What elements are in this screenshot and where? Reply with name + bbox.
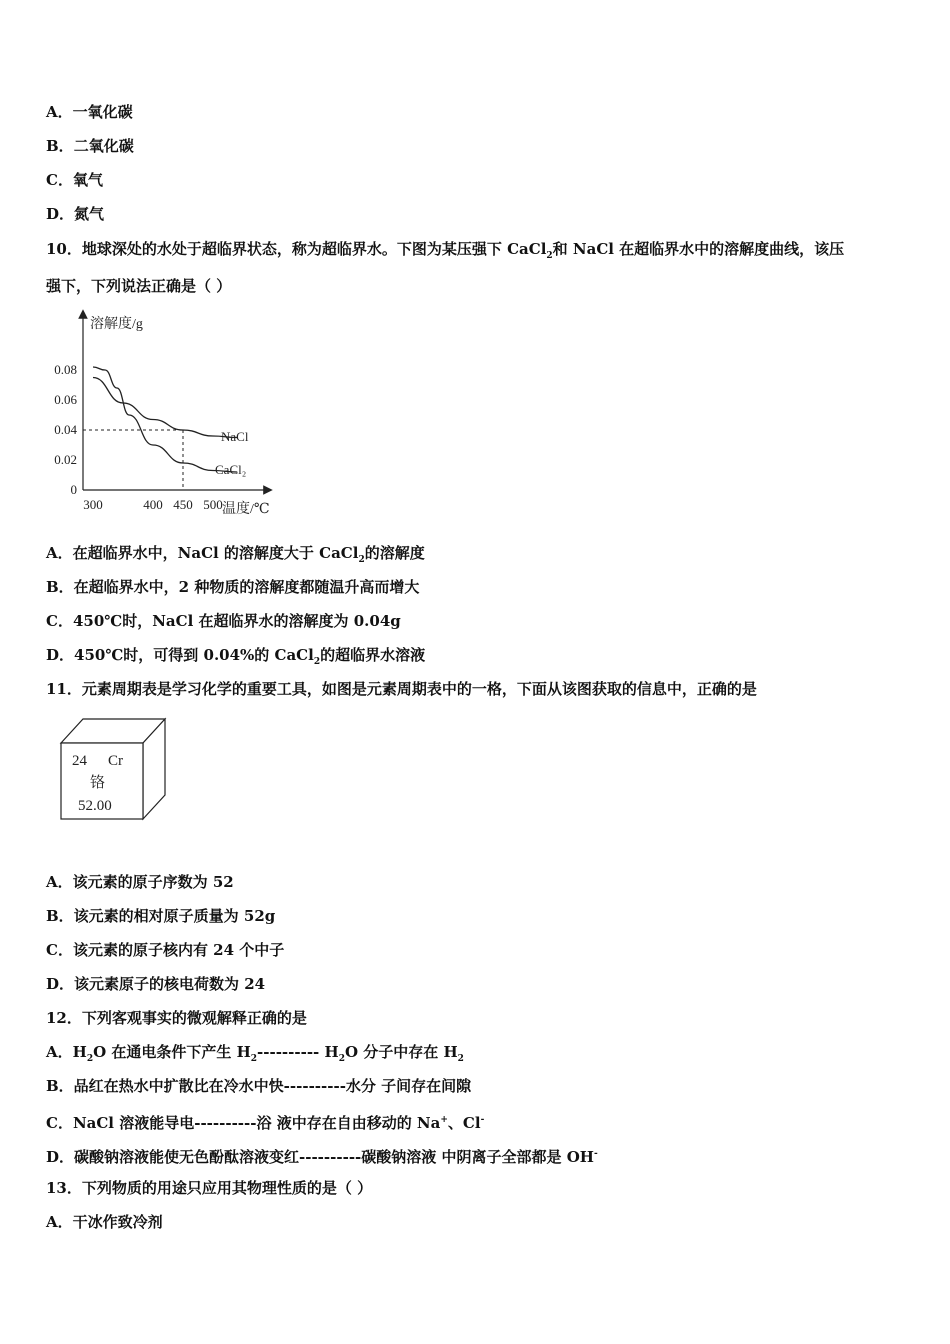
legend-nacl: NaCl (221, 429, 249, 444)
q12-option-d: D．碳酸钠溶液能使无色酚酞溶液变红----------碳酸钠溶液 中阴离子全部都是 OH- (46, 1148, 598, 1166)
element-cell (58, 715, 170, 825)
q11-option-c: C．该元素的原子核内有 24 个中子 (46, 941, 285, 959)
series-line-cacl2 (93, 367, 237, 472)
q9-option-a: A．一氧化碳 (46, 103, 133, 121)
q11-stem: 11．元素周期表是学习化学的重要工具，如图是元素周期表中的一格，下面从该图获取的信息中，正确的是 (46, 680, 757, 698)
element-number: 24 (72, 753, 87, 769)
y-tick-label: 0.06 (54, 392, 77, 407)
q10-option-d: D．450℃时，可得到 0.04%的 CaCl$_2$的超临界水溶液 (46, 646, 426, 667)
y-tick-label: 0.08 (54, 362, 77, 377)
solubility-chart (40, 308, 300, 523)
y-tick-label: 0.04 (54, 422, 77, 437)
q10-stem-line2: 强下，下列说法正确是（ ） (46, 277, 232, 295)
y-tick-label: 0.02 (54, 452, 77, 467)
q10-option-c: C．450℃时，NaCl 在超临界水的溶解度为 0.04g (46, 612, 401, 630)
q9-option-c: C．氧气 (46, 171, 103, 189)
q12-option-c: C．NaCl 溶液能导电----------浴 液中存在自由移动的 Na+、Cl- (46, 1114, 485, 1132)
q11-option-d: D．该元素原子的核电荷数为 24 (46, 975, 266, 993)
y-tick-label: 0 (70, 482, 77, 497)
q10-option-a: A．在超临界水中，NaCl 的溶解度大于 CaCl$_2$的溶解度 (46, 544, 425, 565)
q12-option-a: A．$H_2O$ 在通电条件下产生 $H_2----------$ $H_2O$ 分子中存在 $H_2$ (46, 1043, 464, 1064)
q13-stem: 13．下列物质的用途只应用其物理性质的是（ ） (46, 1179, 373, 1197)
q11-option-b: B．该元素的相对原子质量为 52g (46, 907, 276, 925)
element-symbol: Cr (108, 753, 123, 769)
q10-option-b: B．在超临界水中，2 种物质的溶解度都随温升高而增大 (46, 578, 420, 596)
x-tick-label: 400 (143, 497, 163, 512)
q9-option-b: B．二氧化碳 (46, 137, 134, 155)
q10-stem-line1: 10．地球深处的水处于超临界状态，称为超临界水。下图为某压强下 CaCl$_2$和 NaCl 在超临界水中的溶解度曲线，该压 (46, 240, 845, 261)
element-mass: 52.00 (78, 798, 112, 814)
q12-option-b: B．品红在热水中扩散比在冷水中快----------水分 子间存在间隙 (46, 1077, 472, 1095)
x-tick-label: 300 (83, 497, 103, 512)
q13-option-a: A．干冰作致冷剂 (46, 1213, 163, 1231)
legend-cacl2: CaCl₂ (215, 462, 247, 477)
y-axis-label: 溶解度/g (90, 317, 143, 332)
x-axis-label: 温度/℃ (222, 502, 270, 517)
q11-option-a: A．该元素的原子序数为 52 (46, 873, 234, 891)
q12-stem: 12．下列客观事实的微观解释正确的是 (46, 1009, 307, 1027)
element-name: 铬 (90, 775, 106, 791)
x-tick-label: 450 (173, 497, 193, 512)
q9-option-d: D．氮气 (46, 205, 105, 223)
x-tick-label: 500 (203, 497, 223, 512)
